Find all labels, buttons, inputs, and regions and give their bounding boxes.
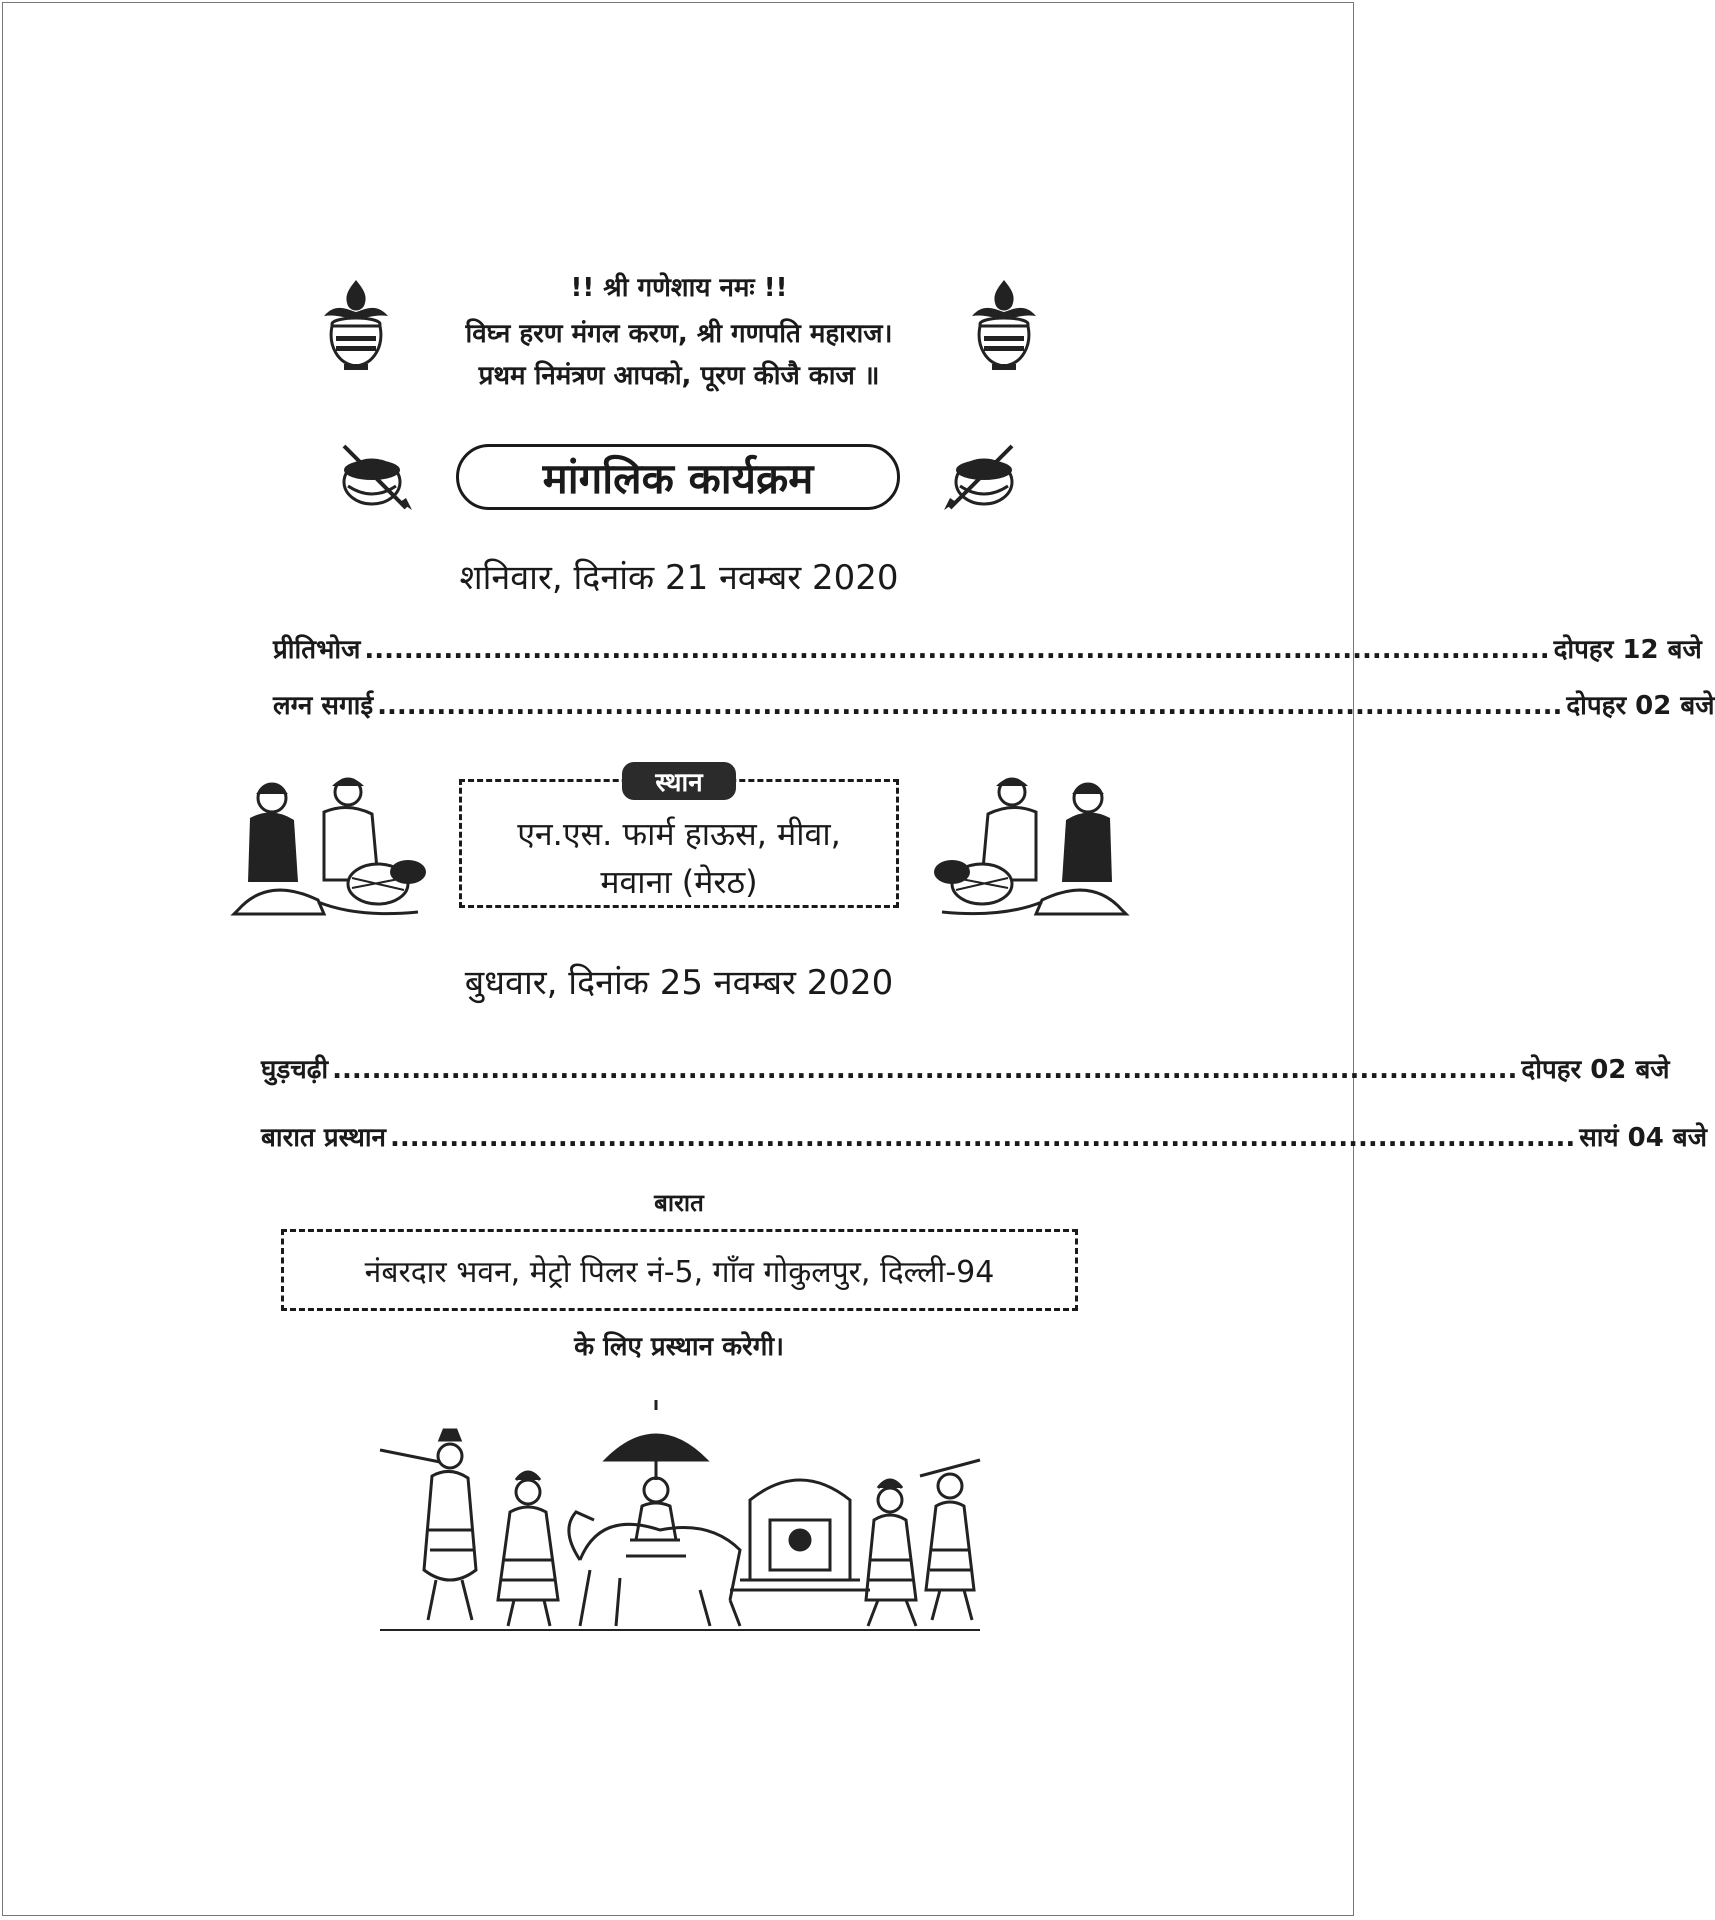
date-day1: शनिवार, दिनांक 21 नवम्बर 2020 xyxy=(459,558,899,598)
event-name: घुड़चढ़ी xyxy=(261,1055,329,1085)
dhol-shehnai-icon-right xyxy=(940,440,1016,512)
event-row xyxy=(261,1118,1708,1154)
baraat-label: बारात xyxy=(654,1189,704,1217)
leader-dots: ........................................................................................................................ xyxy=(377,691,1563,721)
event-row xyxy=(273,630,1702,666)
event-time: दोपहर 12 बजे xyxy=(1553,635,1702,665)
section-title: मांगलिक कार्यक्रम xyxy=(456,444,900,510)
event-name: लग्न सगाई xyxy=(273,691,374,721)
departure-note: के लिए प्रस्थान करेगी। xyxy=(574,1332,784,1362)
venue-line-1: एन.एस. फार्म हाऊस, मीवा, xyxy=(517,815,841,853)
venue-line-2: मवाना (मेरठ) xyxy=(600,863,758,901)
venue-tag: स्थान xyxy=(622,762,736,800)
leader-dots: ........................................................................................................................ xyxy=(332,1055,1518,1085)
event-row xyxy=(273,686,1715,722)
event-row xyxy=(261,1050,1670,1086)
event-time: दोपहर 02 बजे xyxy=(1521,1055,1670,1085)
event-name: बारात प्रस्थान xyxy=(261,1123,386,1153)
date-day2: बुधवार, दिनांक 25 नवम्बर 2020 xyxy=(464,963,894,1003)
destination-box: नंबरदार भवन, मेट्रो पिलर नं-5, गाँव गोकुलपुर, दिल्ली-94 xyxy=(281,1229,1078,1311)
verse-line-1: विघ्न हरण मंगल करण, श्री गणपति महाराज। xyxy=(465,319,893,349)
event-name: प्रीतिभोज xyxy=(273,635,361,665)
event-time: दोपहर 02 बजे xyxy=(1566,691,1715,721)
invocation-text: !! श्री गणेशाय नमः !! xyxy=(570,273,788,303)
leader-dots: ........................................................................................................................ xyxy=(364,635,1550,665)
verse-line-2: प्रथम निमंत्रण आपको, पूरण कीजै काज ॥ xyxy=(478,361,880,391)
baraat-procession-illustration xyxy=(380,1400,980,1640)
event-time: सायं 04 बजे xyxy=(1579,1123,1708,1153)
leader-dots: ........................................................................................................................ xyxy=(390,1123,1576,1153)
dhol-shehnai-icon-left xyxy=(340,440,416,512)
